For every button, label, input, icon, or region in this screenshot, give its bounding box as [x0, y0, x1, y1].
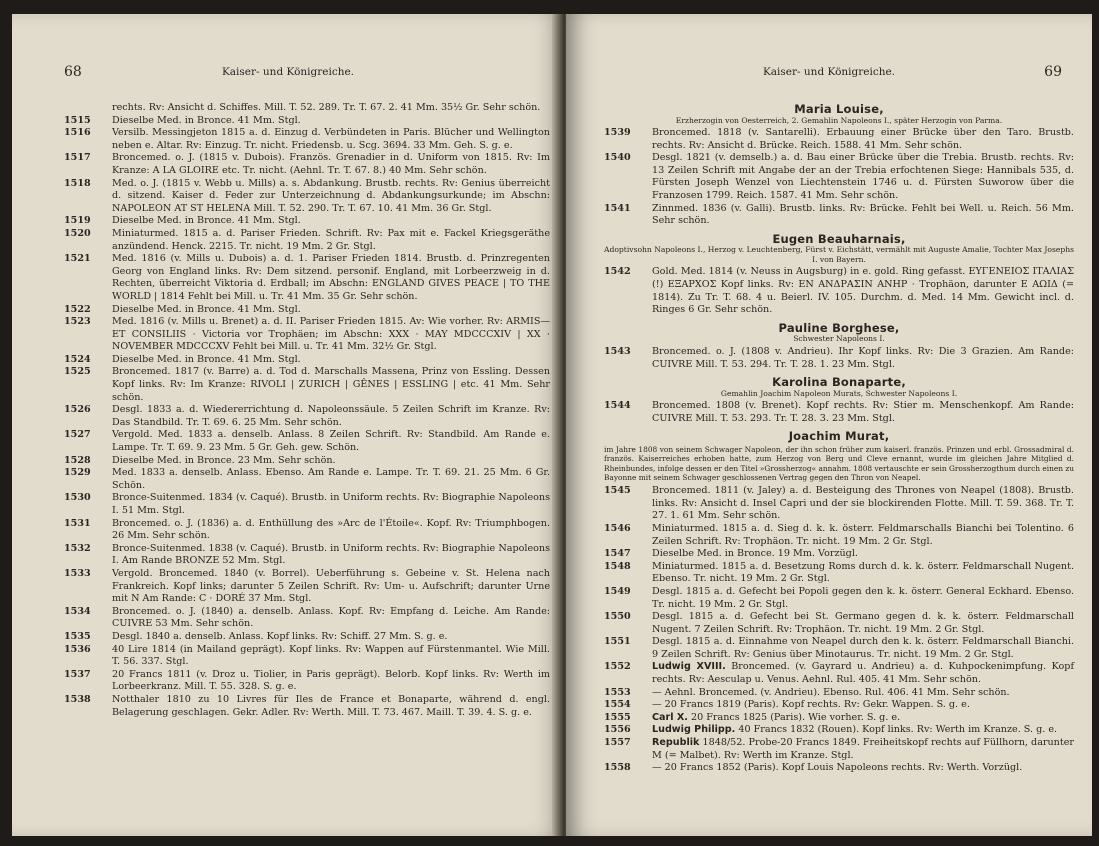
catalog-entry [604, 152, 1074, 202]
catalog-entry [604, 724, 1074, 737]
entry-number: 1546 [604, 522, 631, 534]
entry-text: Miniaturmed. 1815 a. d. Pariser Frieden. Schrift. Rv: Pax mit e. Fackel Kriegsgeräthe anzündend. Henck. 2215. Tr. nicht. 19 Mm. 2 Gr. Stgl. [112, 227, 550, 252]
entry-number: 1538 [64, 693, 91, 705]
ruler-name: Ludwig Philipp. [652, 724, 736, 736]
catalog-entry [64, 215, 550, 228]
entry-number: 1549 [604, 585, 631, 597]
catalog-entry [64, 644, 550, 669]
entry-number: 1554 [604, 699, 631, 711]
entry-number: 1535 [64, 630, 91, 642]
page-number-right: 69 [1044, 64, 1062, 80]
entry-text: Miniaturmed. 1815 a. d. Besetzung Roms durch d. k. k. österr. Feldmarschall Nugent. Ebenso. Tr. nicht. 19 Mm. 2 Gr. Stgl. [652, 560, 1074, 585]
entry-text: Gold. Med. 1814 (v. Neuss in Augsburg) in e. gold. Ring gefasst. ΕΥΓΕΝΕΙΟΣ ΙΤΑΛΙΑΣ (!) ΕΞΑΡΧΟΣ Kopf links. Rv: ΕΝ ΑΝΔΡΑΣΙΝ ΑΝΗΡ · Trophäon, darunter Ε ΑΩΙΔ (= 1814). Zu Tr. T. 68. 4 u. Beierl. IV. 105. Durchm. d. Med. 14 Mm. Gewicht incl. d. Ringes 6 Gr. Sehr schön. [652, 266, 1074, 316]
catalog-entry [64, 253, 550, 303]
section-subtitle: Schwester Napoleons I. [793, 334, 885, 344]
running-head-left: Kaiser- und Königreiche. [221, 66, 355, 78]
entry-text: Med. 1816 (v. Mills u. Brenet) a. d. II. Pariser Frieden 1815. Av: Wie vorher. Rv: ARMIS—ET CONSILIIS · Victoria vor Trophäen; im Abschn: XXX · MAY MDCCCXIV | XX · NOVEMBER MDCCCXV Fehlt bei Mill. u. Tr. 41 Mm. 32½ Gr. Stgl. [112, 316, 550, 353]
page-number-left: 68 [64, 64, 82, 80]
entry-text: 40 Francs 1832 (Rouen). Kopf links. Rv: Werth im Kranze. S. g. e. [738, 724, 1058, 736]
entry-text: Vergold. Broncemed. 1840 (v. Borrel). Ueberführung s. Gebeine v. St. Helena nach Frankreich. Kopf links; darunter 5 Zeilen Schrift. Rv: Um- u. Aufschrift; darunter Urne mit N Am Rande: C · DORÉ 37 Mm. Stgl. [112, 567, 550, 605]
catalog-entry [64, 304, 550, 317]
entry-number: 1523 [64, 316, 91, 328]
catalog-entry [604, 712, 1074, 725]
section-title: Pauline Borghese, [778, 320, 900, 335]
entry-number: 1534 [64, 605, 91, 617]
entry-number: 1527 [64, 429, 91, 441]
entry-text: — 20 Francs 1852 (Paris). Kopf Louis Napoleons rechts. Rv: Werth. Vorzügl. [652, 762, 1023, 774]
entry-text: Broncemed. 1811 (v. Jaley) a. d. Besteigung des Thrones von Neapel (1808). Brustb. links. Rv: Ansicht d. Insel Capri und der sie blockirenden Flotte. Mill. T. 59. 368. Tr. T. 27. 1. 61 Mm. Sehr schön. [652, 485, 1074, 522]
entry-number: 1530 [64, 492, 91, 504]
catalog-entry [604, 687, 1074, 700]
ruler-name: Carl X. [652, 711, 688, 723]
entry-number: 1548 [604, 560, 631, 572]
entry-text: 20 Francs 1811 (v. Droz u. Tiolier, in Paris geprägt). Belorb. Kopf links. Rv: Werth im Lorbeerkranz. Mill. T. 55. 328. S. g. e. [112, 668, 550, 693]
entry-text: Broncemed. o. J. (1840) a. denselb. Anlass. Kopf. Rv: Empfang d. Leiche. Am Rande: CUIVRE 53 Mm. Sehr schön. [112, 605, 550, 630]
catalog-entry [604, 636, 1074, 661]
catalog-entry [604, 127, 1074, 152]
entry-text: Broncemed. o. J. (1808 v. Andrieu). Ihr Kopf links. Rv: Die 3 Grazien. Am Rande: CUIVRE Mill. T. 53. 294. Tr. T. 28. 1. 23 Mm. Stgl. [652, 345, 1074, 370]
catalog-entry [64, 429, 550, 454]
entry-number: 1515 [64, 114, 91, 126]
catalog-entry [604, 661, 1074, 686]
catalog-entry [604, 346, 1074, 371]
entry-text: Broncemed. o. J. (1836) a. d. Enthüllung des »Arc de l'Étoile«. Kopf. Rv: Triumphbogen. 26 Mm. Sehr schön. [112, 517, 550, 542]
left-page [12, 14, 564, 836]
entry-text: 1848/52. Probe-20 Francs 1849. Freiheitskopf rechts auf Füllhorn, darunter M (= Malbet). Rv: Werth im Kranze. Stgl. [652, 737, 1074, 761]
catalog-entry [604, 400, 1074, 425]
entry-text: 40 Lire 1814 (in Mailand geprägt). Kopf links. Rv: Wappen auf Fürstenmantel. Wie Mill. T. 56. 337. Stgl. [112, 643, 550, 668]
entry-number: 1529 [64, 467, 91, 479]
entry-number: 1524 [64, 353, 91, 365]
continuation-text: rechts. Rv: Ansicht d. Schiffes. Mill. T. 52. 289. Tr. T. 67. 2. 41 Mm. 35½ Gr. Sehr schön. [112, 102, 541, 113]
entry-number: 1539 [604, 127, 631, 139]
entry-text: Dieselbe Med. in Bronce. 41 Mm. Stgl. [112, 303, 301, 315]
catalog-entry [64, 127, 550, 152]
entry-number: 1545 [604, 485, 631, 497]
catalog-entry [64, 455, 550, 468]
entry-number: 1558 [604, 762, 631, 774]
entry-text: Broncemed. 1818 (v. Santarelli). Erbauung einer Brücke über den Taro. Brustb. rechts. Rv: Ansicht d. Brücke. Reich. 1588. 41 Mm. Sehr schön. [652, 127, 1074, 151]
catalog-entry [64, 631, 550, 644]
entry-number: 1528 [64, 454, 91, 466]
catalog-entry [64, 404, 550, 429]
entry-text: Notthaler 1810 zu 10 Livres für Iles de France et Bonaparte, während d. engl. Belagerung geschlagen. Gekr. Adler. Rv: Werth. Mill. T. 73. 467. Maill. T. 39. 4. S. g. e. [112, 693, 550, 718]
section-note: im Jahre 1808 von seinem Schwager Napoleon, der ihn schon früher zum kaiserl. französ. Prinzen und erbl. Grossadmiral d. französ. Kaiserreiches erhoben hatte, zum Herzog von Berg und Cleve ernannt, wurde im gleichen Jahre Mitglied d. Rheinbundes, infolge dessen er den Titel »Grossherzog« annahm. 1808 vertauschte er sein Grossherzogthum durch einen zu Bayonne mit seinem Schwager geschlossenen Vertrag gegen den Thron von Neapel. [604, 444, 1074, 482]
section-heading [604, 430, 1074, 443]
section-subtitle: Erzherzogin von Oesterreich, 2. Gemahlin Napoleons I., später Herzogin von Parma. [675, 115, 1003, 125]
catalog-entry [64, 316, 550, 354]
entry-number: 1551 [604, 636, 631, 648]
entry-number: 1537 [64, 668, 91, 680]
entry-number: 1541 [604, 202, 631, 214]
entry-number: 1532 [64, 542, 91, 554]
entry-text: — Aehnl. Broncemed. (v. Andrieu). Ebenso. Rul. 406. 41 Mm. Sehr schön. [652, 686, 1010, 698]
entry-text: Vergold. Med. 1833 a. denselb. Anlass. 8 Zeilen Schrift. Rv: Standbild. Am Rande e. Lampe. Tr. T. 69. 9. 23 Mm. 5 Gr. Geh. gew. Schön. [112, 429, 550, 454]
entry-text: Desgl. 1815 a. d. Einnahme von Neapel durch den k. k. österr. Feldmarschall Bianchi. 9 Zeilen Schrift. Rv: Genius über Minotaurus. Tr. nicht. 19 Mm. 2 Gr. Stgl. [652, 636, 1074, 660]
entry-text: Bronce-Suitenmed. 1834 (v. Caqué). Brustb. in Uniform rechts. Rv: Biographie Napoleons I. 51 Mm. Stgl. [112, 492, 550, 516]
section-title: Joachim Murat, [788, 429, 890, 444]
catalog-entry [64, 492, 550, 517]
section-title: Eugen Beauharnais, [772, 231, 906, 246]
entry-number: 1522 [64, 303, 91, 315]
catalog-entry [64, 606, 550, 631]
section-heading [604, 233, 1074, 265]
catalog-entry [604, 548, 1074, 561]
entry-number: 1533 [64, 567, 91, 579]
entry-text: Broncemed. 1817 (v. Barre) a. d. Tod d. Marschalls Massena, Prinz von Essling. Dessen Kopf links. Rv: Im Kranze: RIVOLI | ZURICH | GÊNES | ESSLING | etc. 41 Mm. Sehr schön. [112, 366, 550, 403]
section-subtitle: Adoptivsohn Napoleons I., Herzog v. Leuchtenberg, Fürst v. Eichstätt, vermählt mit Auguste Amalie, Tochter Max Josephs I. von Bayern. [604, 245, 1074, 264]
entry-text: Dieselbe Med. in Bronce. 41 Mm. Stgl. [112, 215, 301, 227]
catalog-entry [64, 366, 550, 404]
entry-number: 1543 [604, 345, 631, 357]
right-content [604, 98, 1074, 775]
catalog-entry [64, 354, 550, 367]
section-heading [604, 322, 1074, 344]
catalog-entry [604, 523, 1074, 548]
entry-number: 1547 [604, 548, 631, 560]
entry-text: Dieselbe Med. in Bronce. 23 Mm. Sehr schön. [112, 454, 336, 466]
catalog-entry [604, 762, 1074, 775]
entry-text: Broncemed. (v. Gayrard u. Andrieu) a. d. Kuhpockenimpfung. Kopf rechts. Rv: Aesculap u. Venus. Aehnl. Rul. 405. 41 Mm. Sehr schön. [652, 661, 1074, 686]
catalog-entry [64, 115, 550, 128]
entry-number: 1526 [64, 404, 91, 416]
catalog-entry [64, 178, 550, 216]
entry-number: 1525 [64, 366, 91, 378]
catalog-entry [604, 203, 1074, 228]
left-content [64, 102, 550, 719]
catalog-entry [64, 152, 550, 177]
catalog-entry [64, 228, 550, 253]
entry-text: Dieselbe Med. in Bronce. 19 Mm. Vorzügl. [652, 548, 858, 560]
entry-text: Broncemed. 1808 (v. Brenet). Kopf rechts. Rv: Stier m. Menschenkopf. Am Rande: CUIVRE Mill. T. 53. 293. Tr. T. 28. 3. 23 Mm. Stgl. [652, 400, 1074, 424]
catalog-entry [64, 694, 550, 719]
right-blocks [604, 103, 1074, 775]
entry-number: 1542 [604, 266, 631, 278]
catalog-entry [604, 699, 1074, 712]
entry-text: 20 Francs 1825 (Paris). Wie vorher. S. g. e. [690, 711, 901, 723]
entry-number: 1555 [604, 711, 631, 723]
entry-number: 1536 [64, 643, 91, 655]
catalog-entry [604, 266, 1074, 316]
entry-text: Versilb. Messingjeton 1815 a. d. Einzug d. Verbündeten in Paris. Blücher und Wellington neben e. Altar. Rv: Einzug. Tr. nicht. Friedensb. u. Scg. 3694. 33 Mm. Geh. S. g. e. [112, 127, 550, 151]
entry-text: Desgl. 1815 a. d. Gefecht bei St. Germano gegen d. k. k. österr. Feldmarschall Nugent. 7 Zeilen Schrift. Rv: Trophäon. Tr. nicht. 19 Mm. 2 Gr. Stgl. [652, 611, 1074, 635]
catalog-entry [604, 611, 1074, 636]
entry-text: Bronce-Suitenmed. 1838 (v. Caqué). Brustb. in Uniform rechts. Rv: Biographie Napoleons I. Am Rande BRONZE 52 Mm. Stgl. [112, 542, 550, 567]
catalog-entry [604, 737, 1074, 762]
entry-text: Dieselbe Med. in Bronce. 41 Mm. Stgl. [112, 114, 301, 126]
entry-text: Broncemed. o. J. (1815 v. Dubois). Französ. Grenadier in d. Uniform von 1815. Rv: Im Kranze: A LA GLOIRE etc. Tr. nicht. (Aehnl. Tr. T. 67. 8.) 40 Mm. Sehr schön. [112, 152, 550, 176]
catalog-entry [64, 669, 550, 694]
ruler-name: Ludwig XVIII. [652, 661, 726, 673]
section-heading [604, 103, 1074, 125]
entry-text: Zinnmed. 1836 (v. Galli). Brustb. links. Rv: Brücke. Fehlt bei Well. u. Reich. 56 Mm. Sehr schön. [652, 202, 1074, 227]
catalog-entry [604, 561, 1074, 586]
entry-number: 1519 [64, 215, 91, 227]
entry-text: Med. o. J. (1815 v. Webb u. Mills) a. s. Abdankung. Brustb. rechts. Rv: Genius überreicht d. sitzend. Kaiser d. Feder zur Unterzeichnung d. Abdankungsurkunde; im Abschn: NAPOLEON AT ST HELENA Mill. T. 52. 290. Tr. T. 67. 10. 41 Mm. 36 Gr. Stgl. [112, 177, 550, 214]
entry-number: 1516 [64, 127, 91, 139]
entry-number: 1520 [64, 227, 91, 239]
catalog-entry [604, 485, 1074, 523]
entry-text: Med. 1833 a. denselb. Anlass. Ebenso. Am Rande e. Lampe. Tr. T. 69. 21. 25 Mm. 6 Gr. Schön. [112, 467, 550, 491]
entry-text: — 20 Francs 1819 (Paris). Kopf rechts. Rv: Gekr. Wappen. S. g. e. [652, 699, 970, 711]
entry-text: Med. 1816 (v. Mills u. Dubois) a. d. 1. Pariser Frieden 1814. Brustb. d. Prinzregenten Georg von England links. Rv: Dem sitzend. personif. England, mit Lorbeerzweig in d. Rechten, überreicht Viktoria d. Erdball; im Abschn: ENGLAND GIVES PEACE | TO THE WORLD | 1814 Fehlt bei Mill. u. Tr. 41 Mm. 35 Gr. Sehr schön. [112, 253, 550, 302]
catalog-entry [64, 568, 550, 606]
catalog-entry [64, 518, 550, 543]
section-title: Maria Louise, [794, 102, 884, 116]
entry-number: 1557 [604, 737, 631, 749]
right-page [566, 14, 1092, 836]
entry-number: 1552 [604, 661, 631, 673]
entry-number: 1544 [604, 400, 631, 412]
section-title: Karolina Bonaparte, [772, 375, 906, 390]
entry-text: Desgl. 1815 a. d. Gefecht bei Popoli gegen den k. k. österr. General Eckhard. Ebenso. Tr. nicht. 19 Mm. 2 Gr. Stgl. [652, 585, 1074, 610]
catalog-entry [64, 467, 550, 492]
entry-text: Desgl. 1833 a. d. Wiedererrichtung d. Napoleonssäule. 5 Zeilen Schrift im Kranze. Rv: Das Standbild. Tr. T. 69. 6. 25 Mm. Sehr schön. [112, 404, 550, 428]
entry-number: 1553 [604, 686, 631, 698]
entry-number: 1518 [64, 177, 91, 189]
entry-number: 1550 [604, 611, 631, 623]
section-subtitle: Gemahlin Joachim Napoleon Murats, Schwester Napoleons I. [720, 388, 958, 398]
entry-number: 1517 [64, 152, 91, 164]
section-heading [604, 376, 1074, 398]
entry-text: Desgl. 1821 (v. demselb.) a. d. Bau einer Brücke über die Trebia. Brustb. rechts. Rv: 13 Zeilen Schrift mit Angabe der an der Trebia erfochtenen Siege: Hannibals 535, d. Fürsten Joseph Wenzel von Liechtenstein 1746 u. d. Fürsten Suworow über die Franzosen 1799. Reich. 1587. 41 Mm. Sehr schön. [652, 152, 1074, 202]
ruler-name: Republik [652, 737, 700, 749]
catalog-entry [64, 543, 550, 568]
entry-text: Dieselbe Med. in Bronce. 41 Mm. Stgl. [112, 353, 301, 365]
entry-number: 1531 [64, 517, 91, 529]
entry-number: 1556 [604, 724, 631, 736]
entry-number: 1521 [64, 253, 91, 265]
running-head-right: Kaiser- und Königreiche. [762, 66, 896, 78]
entry-text: Miniaturmed. 1815 a. d. Sieg d. k. k. österr. Feldmarschalls Bianchi bei Tolentino. 6 Zeilen Schrift. Rv: Trophäon. Tr. nicht. 19 Mm. 2 Gr. Stgl. [652, 522, 1074, 547]
entry-text: Desgl. 1840 a. denselb. Anlass. Kopf links. Rv: Schiff. 27 Mm. S. g. e. [112, 630, 448, 642]
entry-number: 1540 [604, 152, 631, 164]
catalog-entry [604, 586, 1074, 611]
left-entries [64, 115, 550, 720]
